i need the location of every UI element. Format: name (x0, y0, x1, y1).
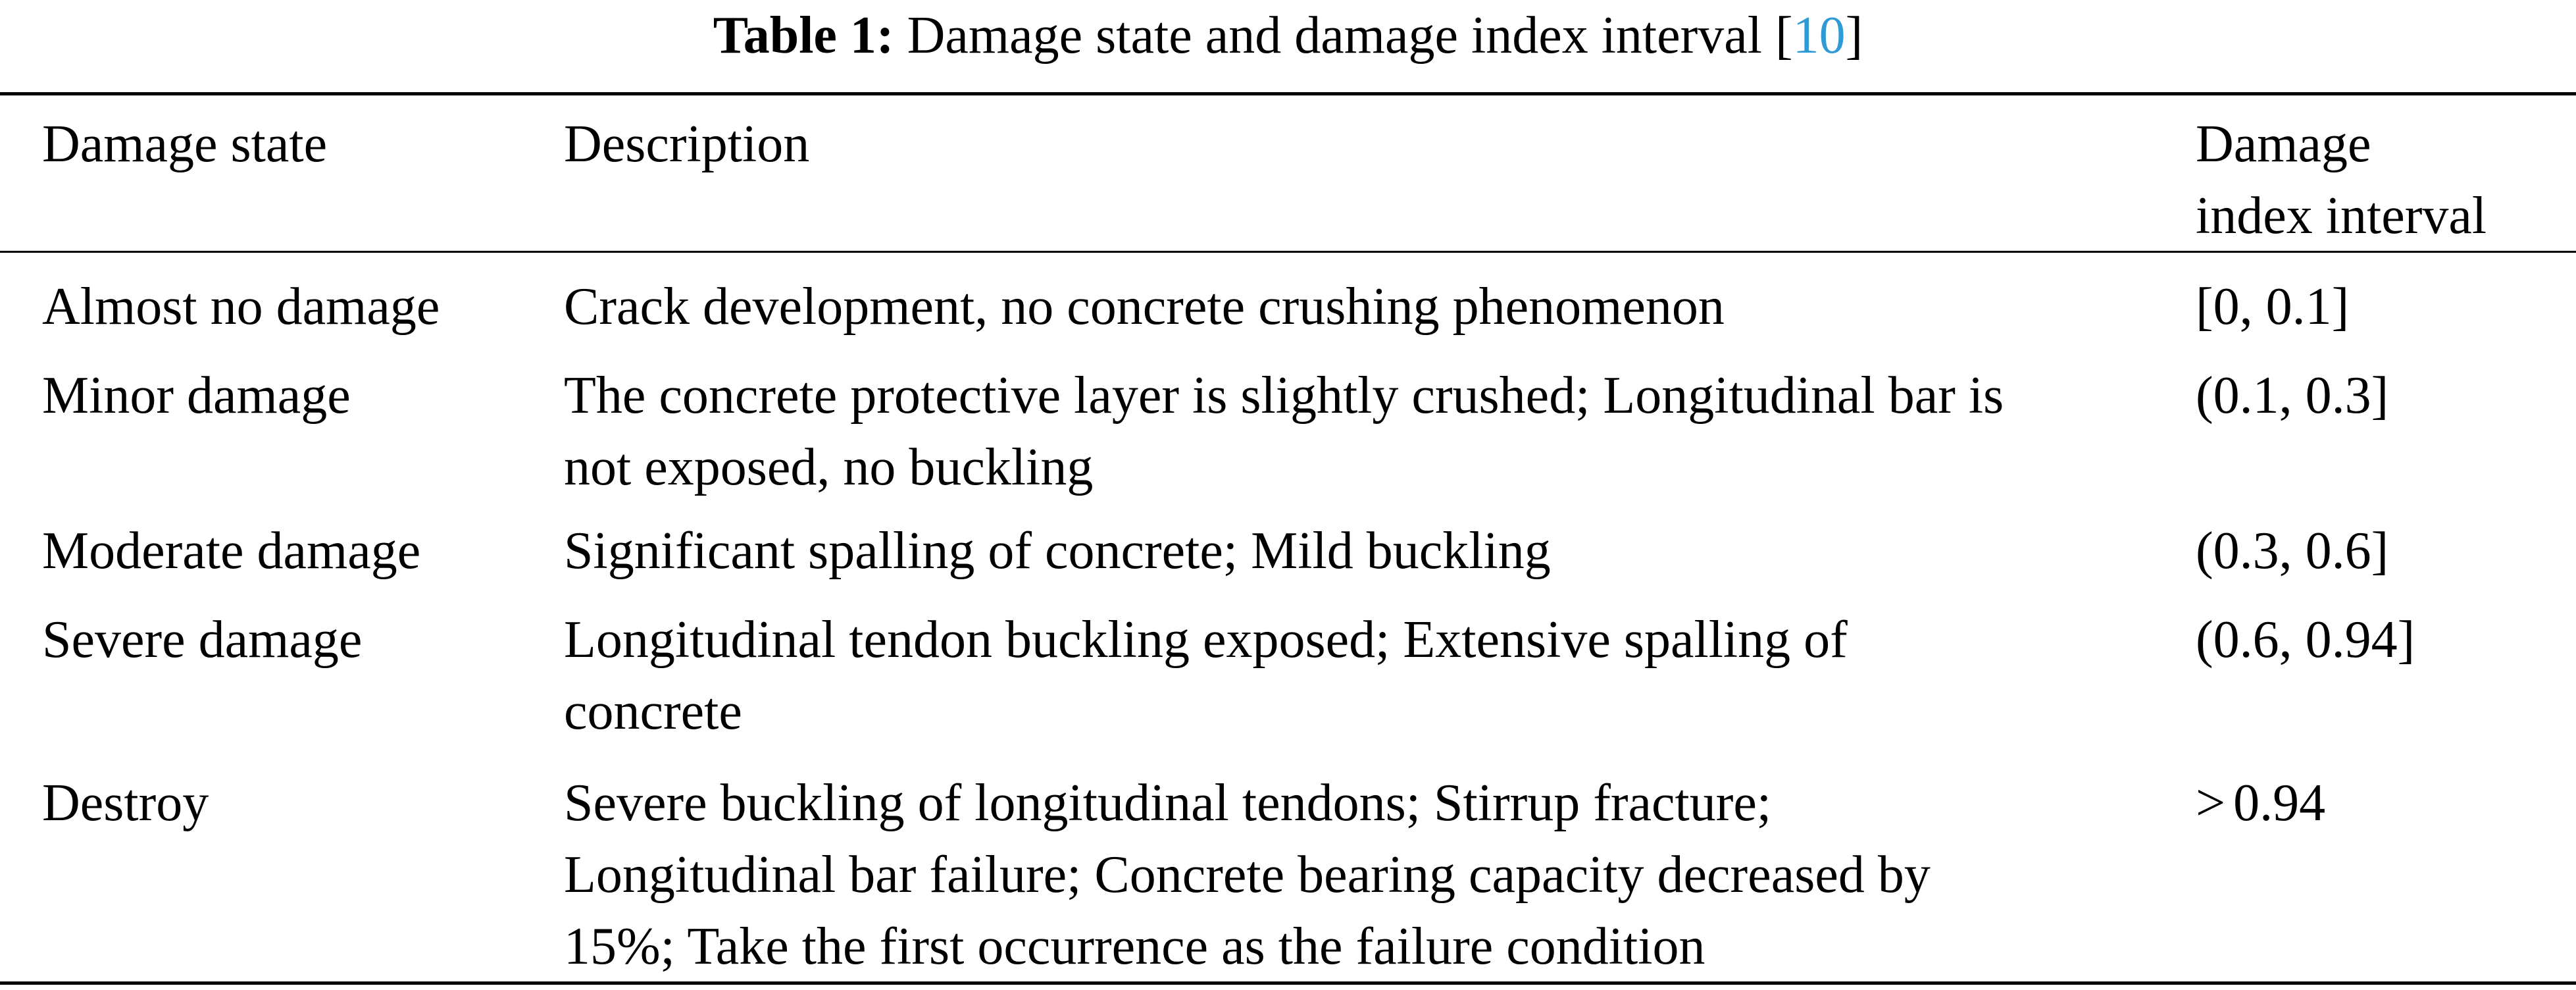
header-damage-index-interval-line2: index interval (2196, 187, 2487, 245)
row-4-interval: (0.6, 0.94] (2196, 611, 2415, 669)
row-3-description (564, 515, 1551, 587)
row-4-description (564, 604, 1848, 748)
header-damage-index-interval (2196, 109, 2487, 252)
row-5-description-line: Longitudinal bar failure; Concrete bearing capacity decreased by (564, 846, 1931, 904)
header-damage-state: Damage state (42, 115, 328, 173)
greater-than-symbol: > (2196, 774, 2226, 832)
row-2-interval: (0.1, 0.3] (2196, 367, 2389, 425)
row-1-description (564, 271, 1725, 343)
row-2-description-line: not exposed, no buckling (564, 438, 1094, 496)
row-5-description (564, 768, 1931, 983)
row-5-state: Destroy (42, 774, 209, 832)
row-5-interval (2196, 768, 2325, 839)
row-3-description-line: Significant spalling of concrete; Mild buckling (564, 522, 1551, 580)
row-2-state: Minor damage (42, 367, 351, 425)
table-top-rule (0, 92, 2576, 95)
table-bottom-rule (0, 981, 2576, 985)
row-4-state: Severe damage (42, 611, 363, 669)
table-caption-text: Damage state and damage index interval [ (907, 7, 1793, 65)
row-3-state: Moderate damage (42, 522, 421, 580)
row-2-description-line: The concrete protective layer is slightly crushed; Longitudinal bar is (564, 367, 2004, 425)
row-5-description-line: 15%; Take the first occurrence as the failure condition (564, 918, 1705, 976)
row-4-description-line: concrete (564, 683, 742, 741)
table-header-rule (0, 251, 2576, 253)
row-1-interval: [0, 0.1] (2196, 278, 2350, 336)
table-caption-label: Table 1: (713, 7, 894, 65)
row-4-description-line: Longitudinal tendon buckling exposed; Extensive spalling of (564, 611, 1848, 669)
header-description: Description (564, 115, 810, 173)
header-damage-index-interval-line1: Damage (2196, 115, 2371, 173)
row-5-interval-value: 0.94 (2233, 774, 2326, 832)
table-caption-closing-bracket: ] (1845, 7, 1863, 65)
row-3-interval: (0.3, 0.6] (2196, 522, 2389, 580)
citation-link[interactable]: 10 (1792, 7, 1846, 65)
row-2-description (564, 360, 2004, 504)
row-5-description-line: Severe buckling of longitudinal tendons; Stirrup fracture; (564, 774, 1772, 832)
row-1-state: Almost no damage (42, 278, 440, 336)
table-caption (0, 0, 2576, 82)
row-1-description-line: Crack development, no concrete crushing phenomenon (564, 278, 1725, 336)
